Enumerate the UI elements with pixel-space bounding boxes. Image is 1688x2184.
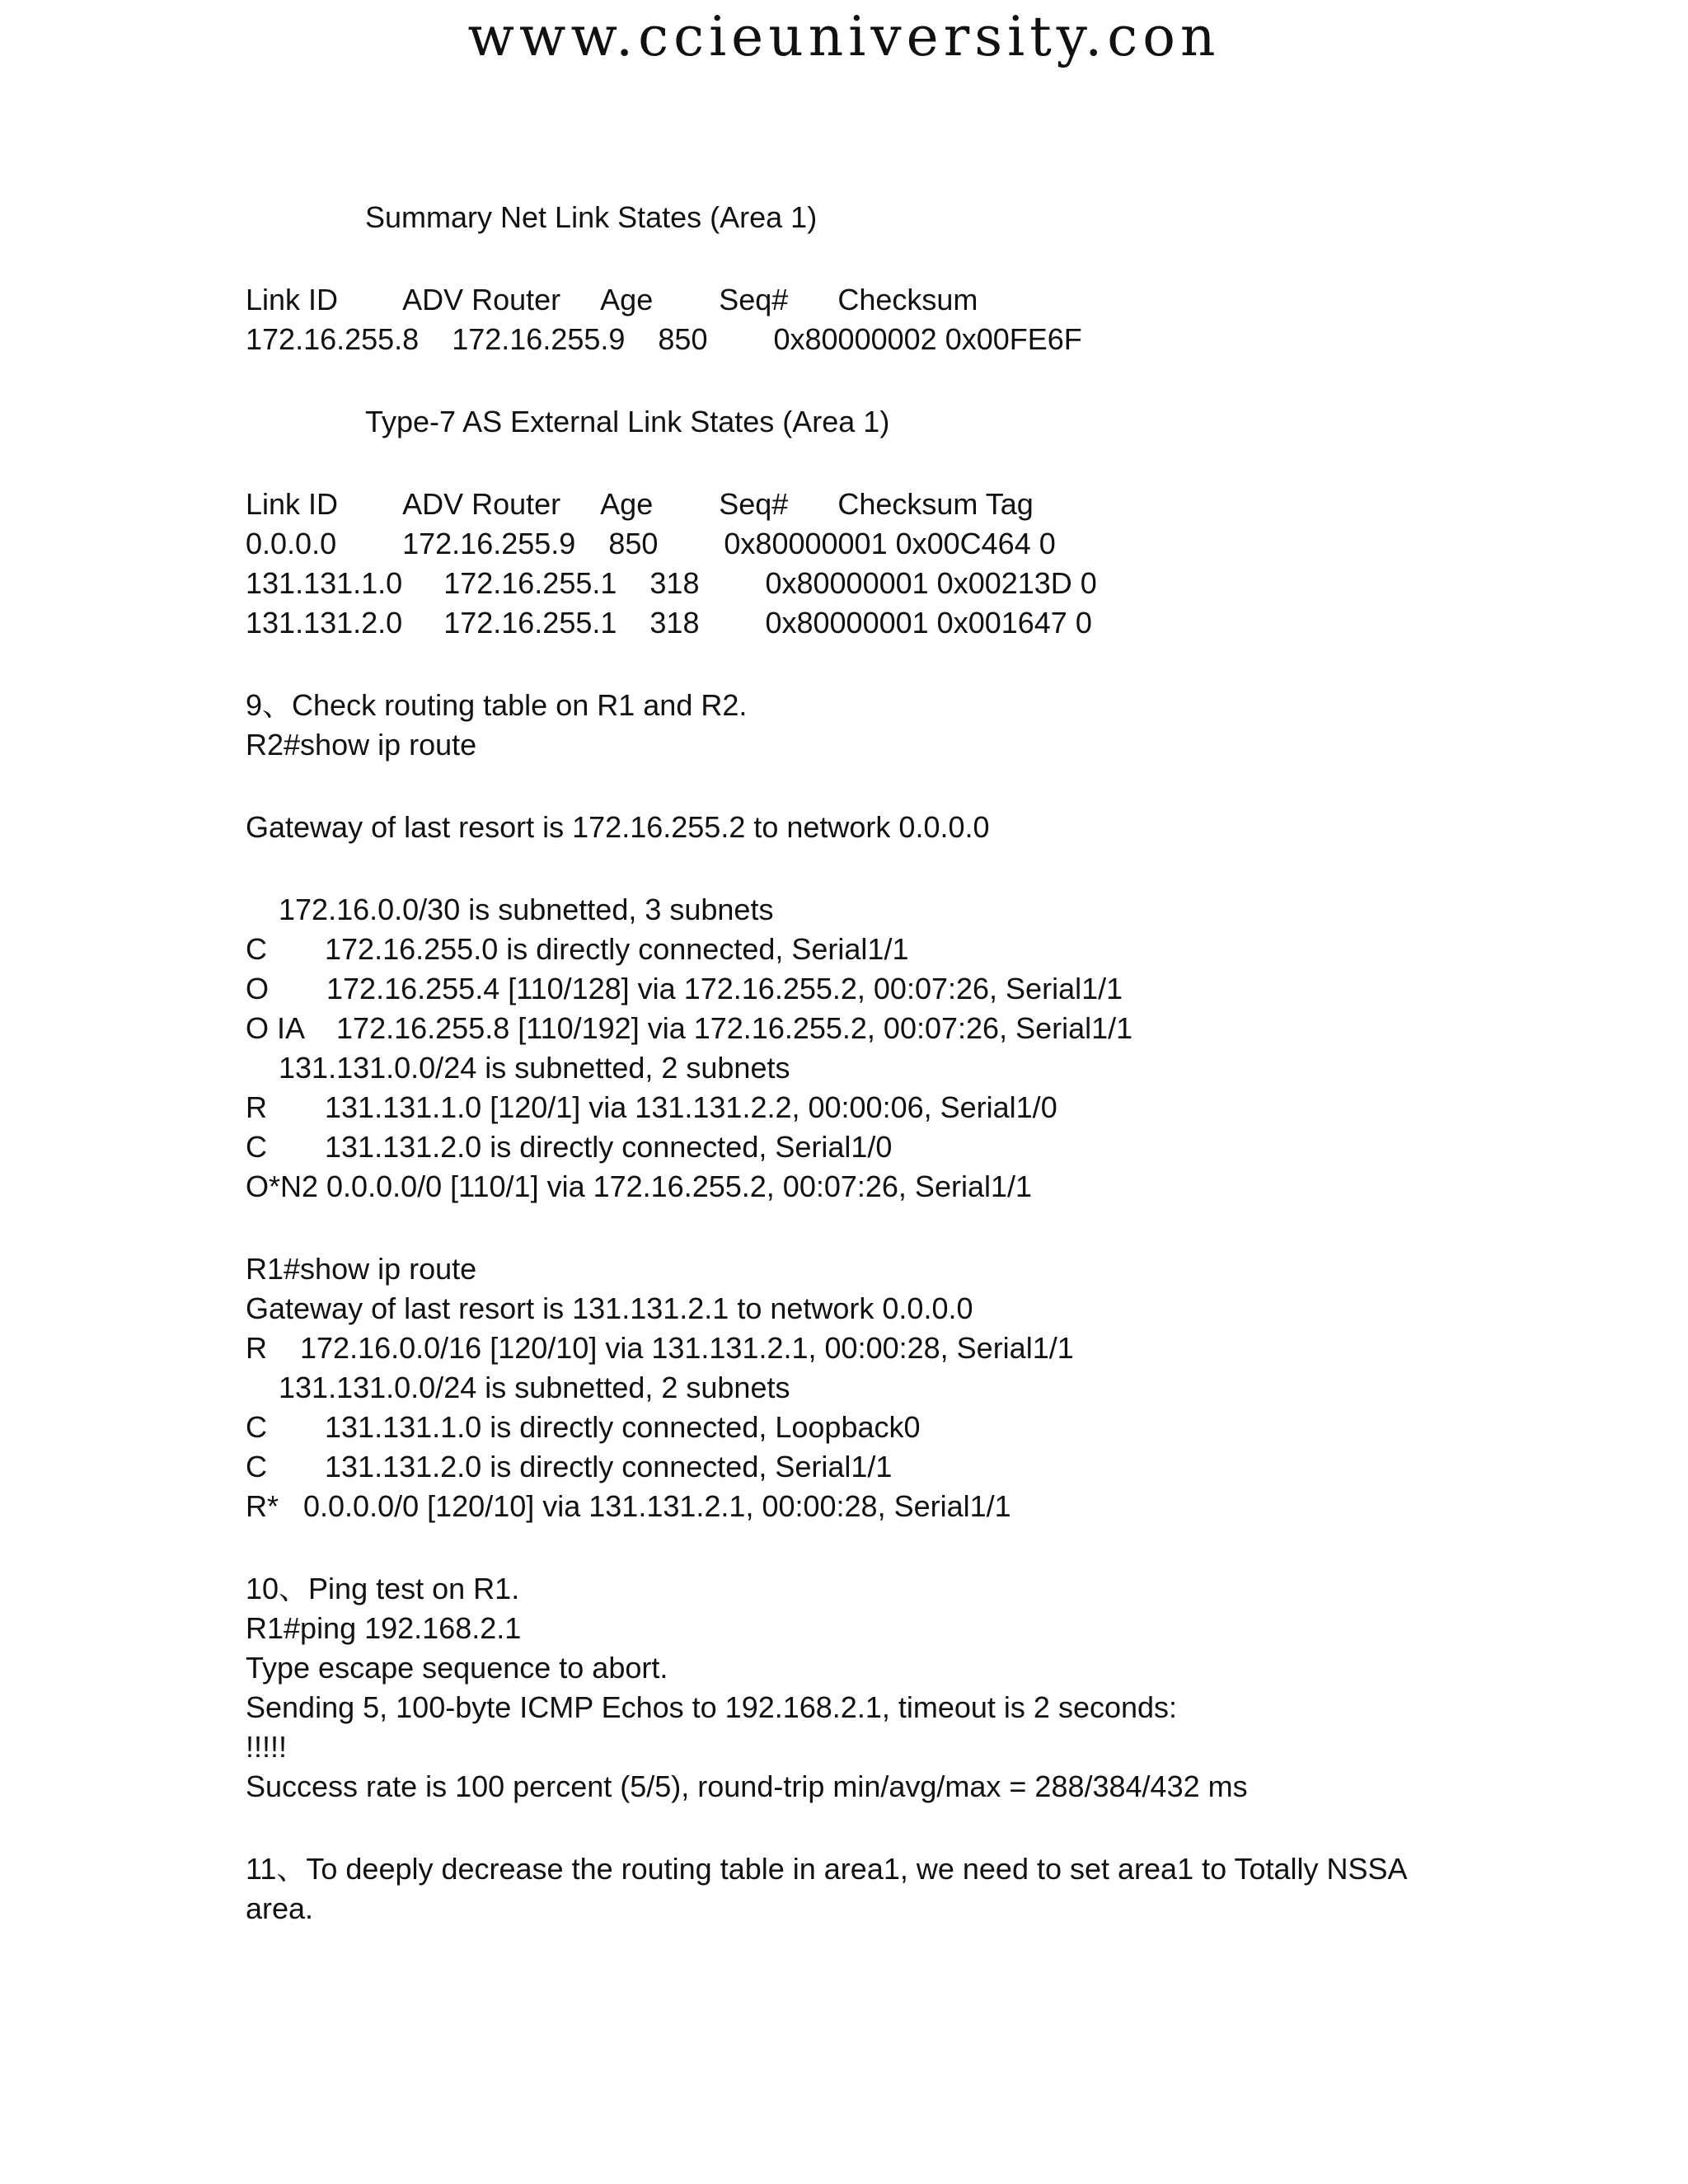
output-line: 172.16.0.0/30 is subnetted, 3 subnets <box>246 893 774 926</box>
output-line: 131.131.0.0/24 is subnetted, 2 subnets <box>246 1051 790 1085</box>
paragraph-line: area. <box>246 1891 314 1925</box>
output-line: Gateway of last resort is 172.16.255.2 to network 0.0.0.0 <box>246 810 990 844</box>
output-line: 131.131.0.0/24 is subnetted, 2 subnets <box>246 1371 790 1404</box>
section-heading-type7: Type-7 AS External Link States (Area 1) <box>365 405 890 438</box>
step-heading-10: 10、Ping test on R1. <box>246 1572 520 1605</box>
command-line: R2#show ip route <box>246 728 477 762</box>
output-line: Success rate is 100 percent (5/5), round-trip min/avg/max = 288/384/432 ms <box>246 1769 1248 1803</box>
output-line: Gateway of last resort is 131.131.2.1 to network 0.0.0.0 <box>246 1291 973 1325</box>
step-heading-11: 11、To deeply decrease the routing table in area1, we need to set area1 to Totally NSSA <box>246 1852 1408 1886</box>
table-row: 131.131.1.0 172.16.255.1 318 0x80000001 0x00213D 0 <box>246 566 1097 600</box>
route-line: O*N2 0.0.0.0/0 [110/1] via 172.16.255.2, 00:07:26, Serial1/1 <box>246 1169 1033 1203</box>
route-line: O 172.16.255.4 [110/128] via 172.16.255.2, 00:07:26, Serial1/1 <box>246 972 1123 1005</box>
route-line: R* 0.0.0.0/0 [120/10] via 131.131.2.1, 00:00:28, Serial1/1 <box>246 1489 1011 1523</box>
route-line: C 131.131.2.0 is directly connected, Serial1/0 <box>246 1130 893 1164</box>
route-line: C 131.131.2.0 is directly connected, Serial1/1 <box>246 1450 893 1483</box>
table-header: Link ID ADV Router Age Seq# Checksum Tag <box>246 487 1034 521</box>
route-line: O IA 172.16.255.8 [110/192] via 172.16.255.2, 00:07:26, Serial1/1 <box>246 1011 1133 1045</box>
route-line: R 131.131.1.0 [120/1] via 131.131.2.2, 00:00:06, Serial1/0 <box>246 1090 1057 1124</box>
table-row: 131.131.2.0 172.16.255.1 318 0x80000001 0x001647 0 <box>246 606 1092 640</box>
route-line: C 131.131.1.0 is directly connected, Loopback0 <box>246 1410 921 1444</box>
route-line: R 172.16.0.0/16 [120/10] via 131.131.2.1, 00:00:28, Serial1/1 <box>246 1331 1074 1365</box>
output-line: Type escape sequence to abort. <box>246 1651 668 1685</box>
table-row: 172.16.255.8 172.16.255.9 850 0x80000002 0x00FE6F <box>246 322 1082 356</box>
output-line: !!!!! <box>246 1730 288 1764</box>
step-heading-9: 9、Check routing table on R1 and R2. <box>246 688 748 722</box>
site-header: www.ccieuniversity.con <box>467 5 1221 68</box>
section-heading-summary: Summary Net Link States (Area 1) <box>365 200 818 234</box>
route-line: C 172.16.255.0 is directly connected, Serial1/1 <box>246 932 909 966</box>
command-line: R1#show ip route <box>246 1252 477 1286</box>
table-row: 0.0.0.0 172.16.255.9 850 0x80000001 0x00C464 0 <box>246 527 1056 560</box>
output-line: Sending 5, 100-byte ICMP Echos to 192.168.2.1, timeout is 2 seconds: <box>246 1690 1178 1724</box>
command-line: R1#ping 192.168.2.1 <box>246 1611 522 1645</box>
table-header: Link ID ADV Router Age Seq# Checksum <box>246 283 978 316</box>
